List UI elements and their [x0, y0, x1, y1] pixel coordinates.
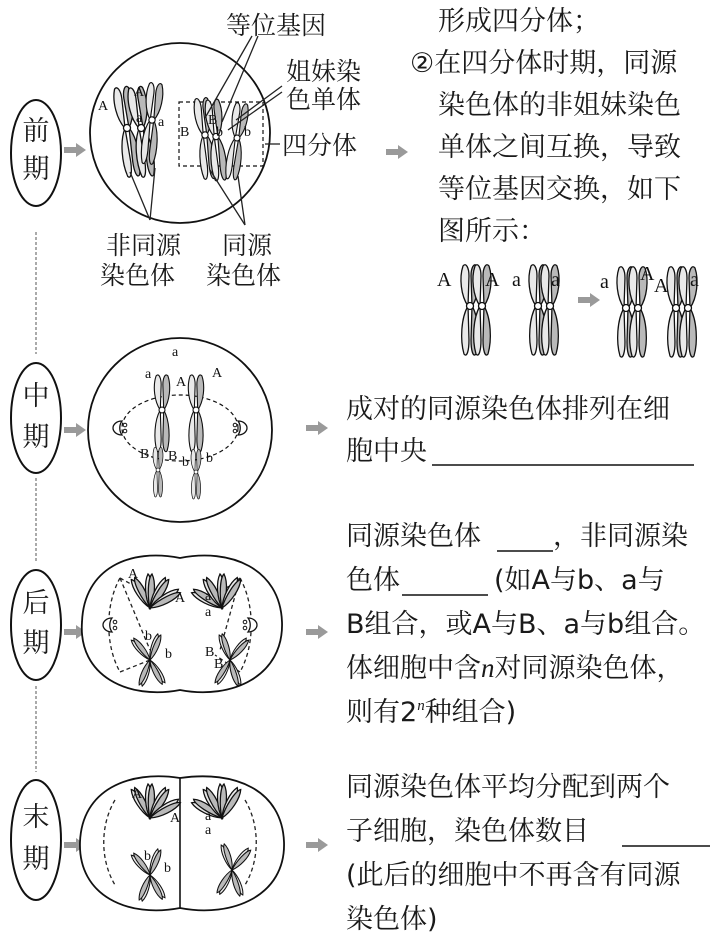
telophase-text-line: 染色体) [346, 904, 438, 935]
prophase-text-line: 形成四分体； [438, 6, 600, 37]
gene-label: A [132, 787, 143, 802]
telophase-text-line: (此后的细胞中不再含有同源 [346, 860, 681, 891]
anaphase-text: B组合，或A与B、a与b组合。 [346, 609, 706, 640]
label-tetrad: 四分体 [282, 131, 358, 160]
label-sister-chromatid: 姐妹染 [286, 57, 362, 86]
arrow-icon [578, 293, 600, 307]
arrow-icon [306, 838, 328, 852]
gene-label: B [180, 125, 190, 140]
gene-label: A [212, 366, 223, 381]
label-allele: 等位基因 [226, 11, 327, 40]
gene-label: A [485, 269, 500, 291]
arrow-icon [386, 145, 408, 159]
gene-label: b [182, 455, 189, 470]
prophase-text-line: 等位基因交换，如下 [438, 174, 681, 205]
stage-label-bottom: 期 [22, 844, 50, 875]
stage-label-bottom: 期 [22, 422, 50, 453]
stage-badge-prophase [11, 100, 61, 206]
arrow-icon [64, 143, 86, 157]
stage-label-top: 末 [22, 802, 50, 833]
crossing-over-before [437, 265, 560, 355]
gene-label: a [158, 115, 165, 130]
anaphase-cell [82, 556, 282, 693]
stage-badge-metaphase [11, 363, 61, 473]
label-nonhomologous: 染色体 [100, 261, 176, 290]
gene-label: a [205, 589, 212, 604]
anaphase-text: 色体 [346, 565, 400, 596]
gene-label: A [654, 275, 669, 297]
gene-label: b [144, 849, 151, 864]
arrow-icon [306, 625, 328, 639]
metaphase-text-line: 成对的同源染色体排列在细 [346, 394, 670, 425]
prophase-text-line: ②在四分体时期，同源 [410, 48, 678, 79]
gene-label: B [208, 113, 218, 128]
stage-label-bottom: 期 [22, 628, 50, 659]
arrow-icon [306, 421, 328, 435]
gene-label: a [205, 823, 212, 838]
gene-label: A [128, 567, 139, 582]
gene-label: a [551, 269, 560, 291]
telophase-text-line: 子细胞，染色体数目 [346, 816, 589, 847]
gene-label: b [206, 451, 213, 466]
metaphase-text-line: 胞中央 [346, 436, 427, 467]
prophase-text-line: 单体之间互换，导致 [438, 132, 681, 163]
gene-label: A [98, 99, 109, 114]
gene-label: A [175, 591, 186, 606]
gene-label: a [205, 605, 212, 620]
label-nonhomologous: 非同源 [106, 231, 182, 260]
gene-label: A [640, 263, 655, 285]
gene-label: b [164, 861, 171, 876]
stage-label-top: 后 [22, 588, 50, 619]
gene-label: A [170, 811, 181, 826]
gene-label: b [216, 125, 223, 140]
stage-label-bottom: 期 [22, 154, 50, 185]
gene-label: A [176, 375, 187, 390]
gene-label: B [168, 449, 178, 464]
label-homologous: 染色体 [206, 261, 282, 290]
gene-label: a [136, 111, 143, 126]
prophase-text-line: 染色体的非姐妹染色 [438, 90, 681, 121]
gene-label: A [134, 85, 145, 100]
gene-label: b [165, 647, 172, 662]
gene-label: a [172, 345, 179, 360]
gene-label: a [690, 269, 699, 291]
label-homologous: 同源 [222, 231, 273, 260]
crossing-over-after [600, 263, 699, 357]
gene-label: a [600, 271, 609, 293]
stage-label-top: 前 [22, 116, 50, 147]
gene-label: B [140, 447, 150, 462]
arrow-icon [64, 423, 86, 437]
stage-badge-telophase [11, 780, 61, 900]
anaphase-text: 则有2$^n$种组合) [346, 697, 517, 728]
prophase-text-line: 图所示： [438, 216, 546, 247]
stage-label-top: 中 [22, 381, 50, 412]
gene-label: B [214, 657, 224, 672]
metaphase-cell [88, 338, 272, 522]
telophase-text-line: 同源染色体平均分配到两个 [346, 772, 670, 803]
gene-label: b [145, 629, 152, 644]
stage-badge-anaphase [11, 570, 61, 680]
prophase-cell [90, 36, 282, 225]
gene-label: a [205, 809, 212, 824]
anaphase-text: 同源染色体 [346, 521, 481, 552]
label-sister-chromatid: 色单体 [286, 85, 362, 114]
anaphase-text: 体细胞中含n对同源染色体， [346, 653, 684, 684]
anaphase-text: (如A与b、a与 [494, 565, 665, 596]
gene-label: a [512, 269, 521, 291]
gene-label: A [437, 269, 452, 291]
gene-label: a [145, 367, 152, 382]
anaphase-text: ，非同源染 [553, 521, 688, 552]
gene-label: B [205, 645, 215, 660]
telophase-cell [80, 776, 284, 910]
gene-label: b [244, 125, 251, 140]
